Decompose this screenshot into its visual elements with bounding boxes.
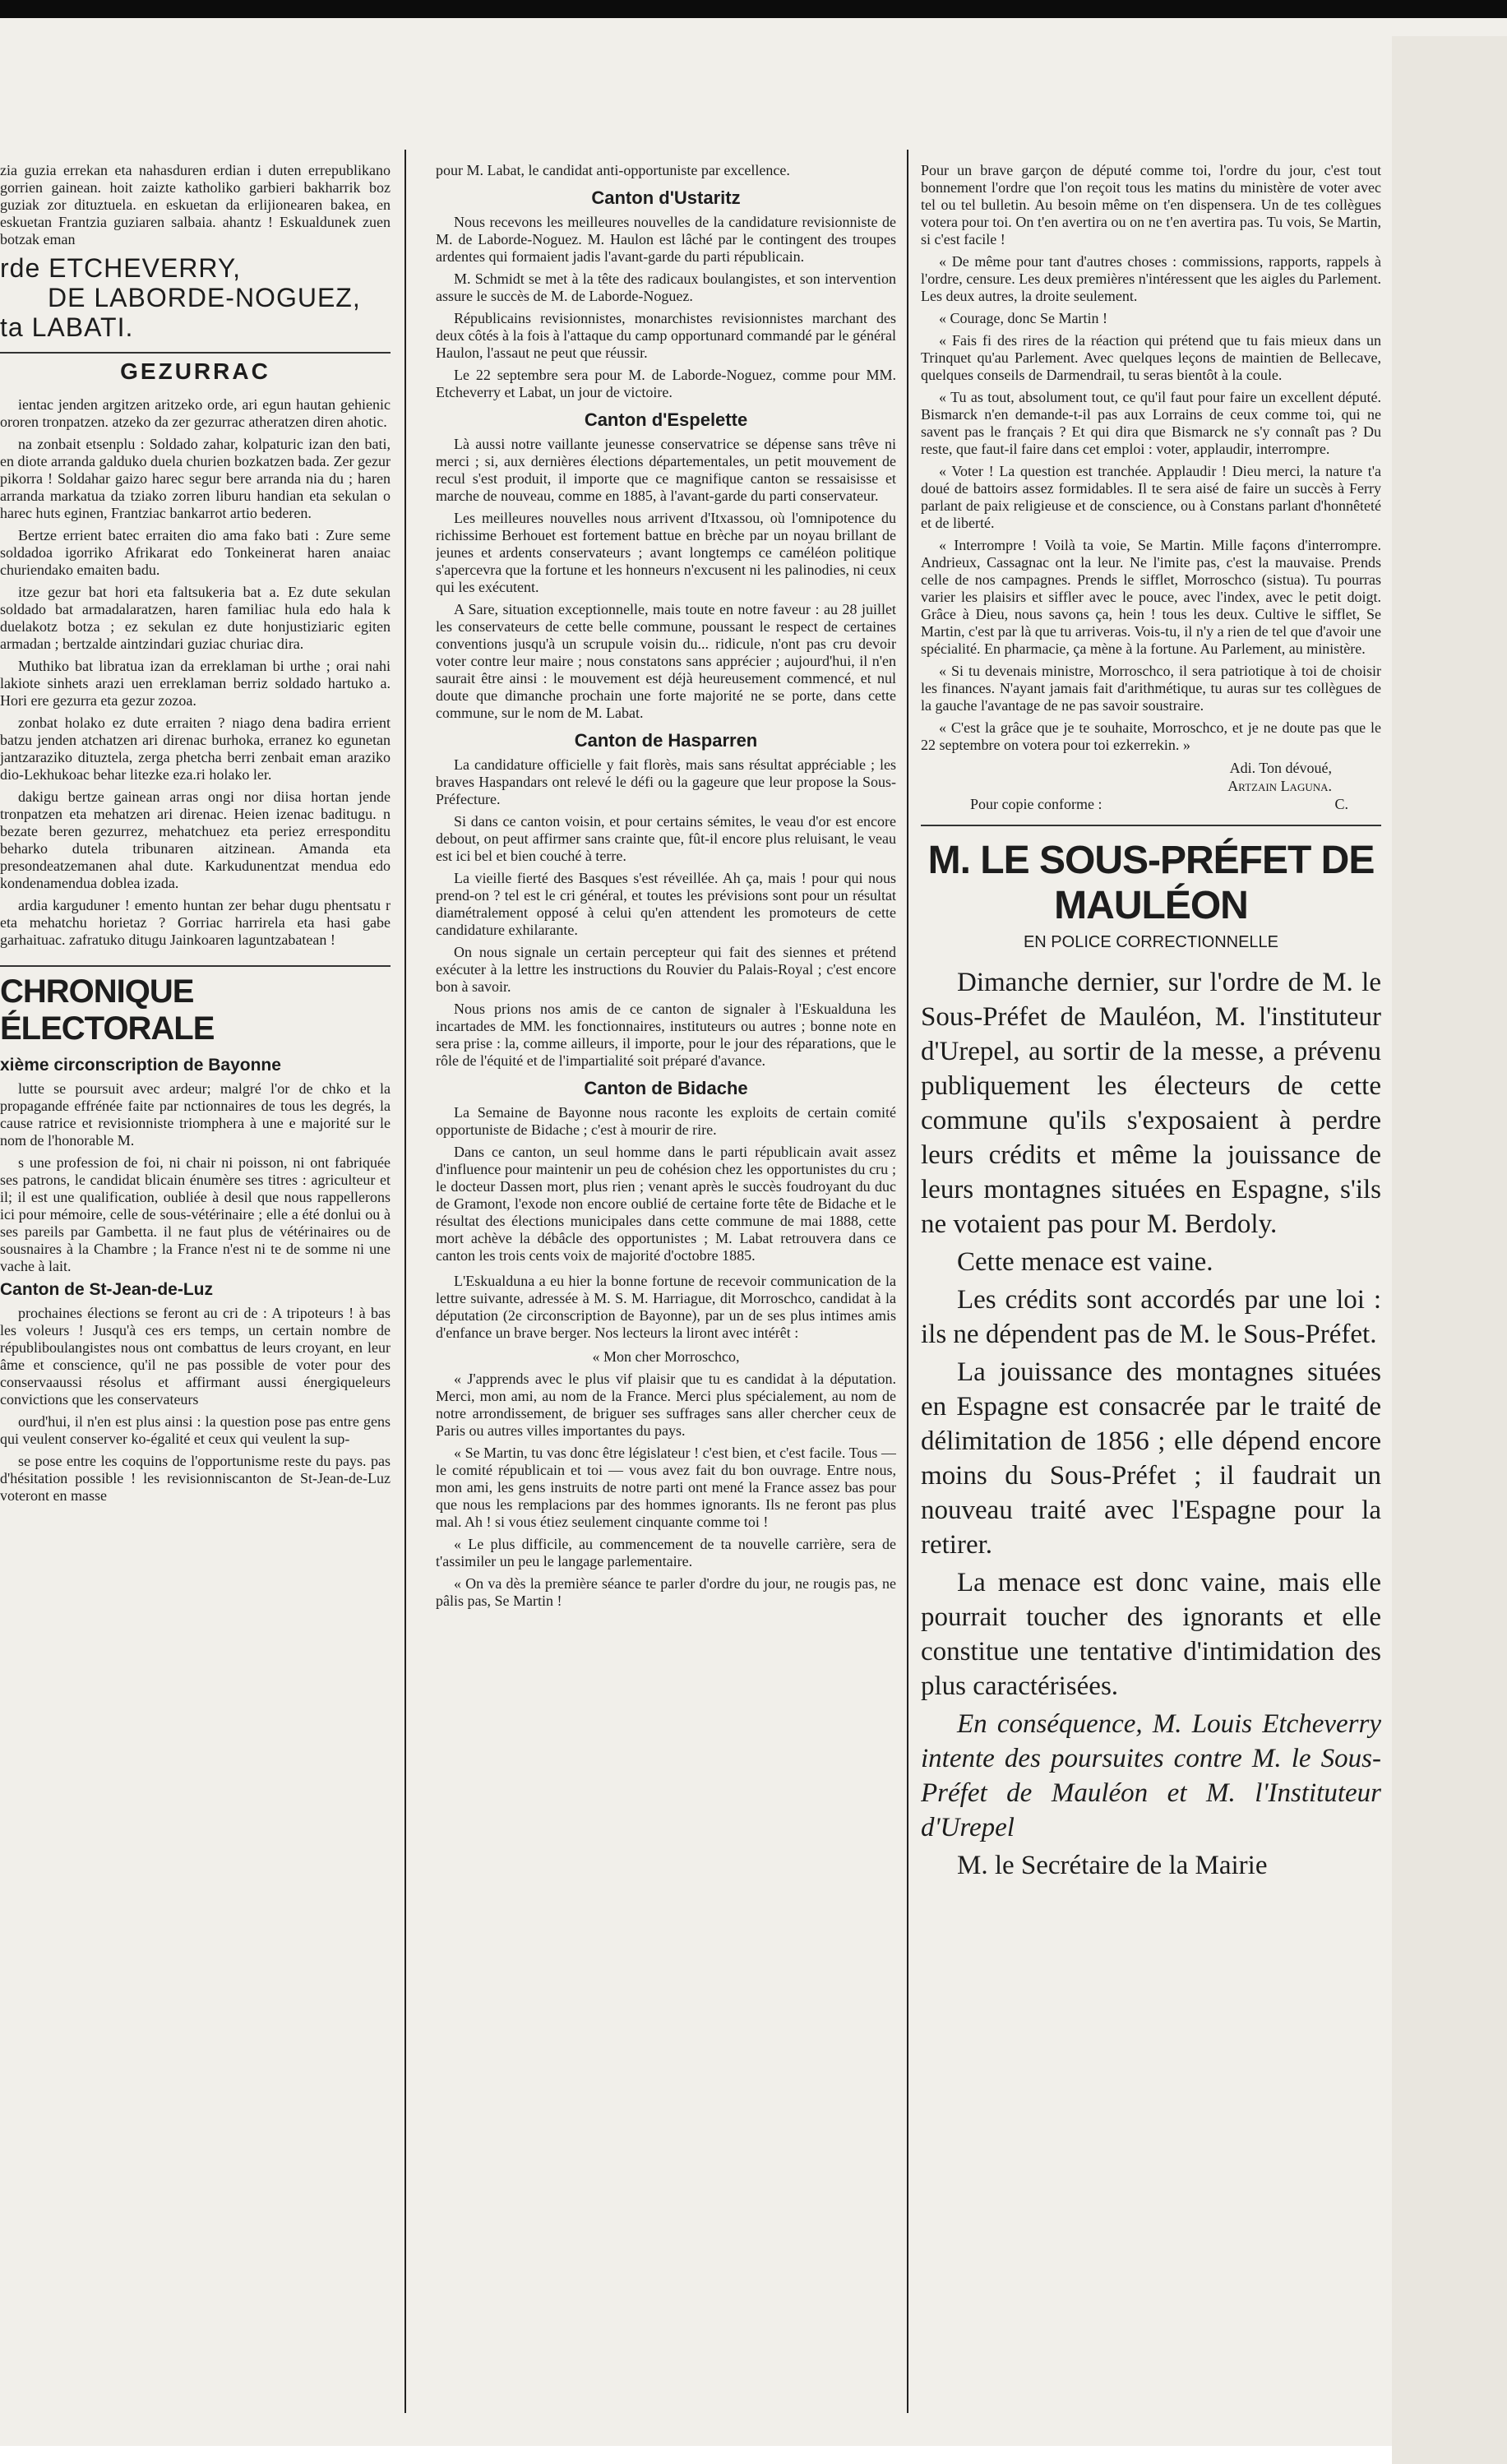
article-paragraph: s une profession de foi, ni chair ni poisson, ni ont fabriquée ses patrons, le candidat blicain énumère ses titres : agriculteur et il; il est une qualification, oubliée à desil que nous rappellerons ici pour mémoire, celle de sous-vétérinaire ; elle a été donlui ou à ses pareils par Gambetta. il ne faut plus de vétérinaires ou de sousnaires à la Chambre ; la France n'est ni te de somme ni une vache à lait. [0, 1154, 391, 1274]
subheading-canton-hasparren: Canton de Hasparren [574, 730, 758, 751]
candidate-prefix: ta [0, 312, 24, 342]
column-rule-1 [404, 150, 406, 2413]
letter-salutation: « Mon cher Morroschco, [592, 1348, 740, 1365]
article-paragraph: Les crédits sont accordés par une loi : ils ne dépendent pas de M. le Sous-Préfet. [921, 1285, 1381, 1349]
subheading-circonscription: xième circonscription de Bayonne [0, 1056, 281, 1075]
copy-conforme-initial: C. [1334, 796, 1348, 812]
article-paragraph: On nous signale un certain percepteur qui fait des siennes et prétend exécuter à la lettre les instructions du Rouvier du Palais-Royal ; c'est encore bon à savoir. [436, 944, 896, 995]
article-paragraph: Nous prions nos amis de ce canton de signaler à l'Eskualduna les incartades de MM. les fonctionnaires, instituteurs ou autres ; bonne note en sera prise : la, comme ailleurs, il importe, pour le jour des réparations, que le rôle de l'équité et de l'impartialité soit préparé d'avance. [436, 1001, 896, 1069]
candidate-labat: LABATI. [31, 312, 134, 342]
article-paragraph: Dans ce canton, un seul homme dans le parti républicain avait assez d'influence pour maintenir un peu de cohésion chez les opportunistes du cru ; le docteur Dassen mort, plus rien ; venant après le succès foudroyant du duc de Gramont, l'exode non encore oublié de certaine forte tête de Bidache et le résultat des élections municipales dans cette commune de mai 1888, cette mort achève la débâcle des opportunistes ; M. Labat retrouvera dans ce canton les trois cents voix de majorité d'octobre 1885. [436, 1144, 896, 1264]
letter-paragraph: « J'apprends avec le plus vif plaisir que tu es candidat à la députation. Merci, mon ami, au nom de la France. Merci plus spécialement, au nom de notre arrondissement, de briguer ses suffrages sans aller chercher ceux de Paris ou autres villes importantes du pays. [436, 1371, 896, 1439]
article-paragraph: Là aussi notre vaillante jeunesse conservatrice se dépense sans trêve ni merci ; si, aux dernières élections départementales, un petit mouvement de recul s'est produit, il importe que ce magnifique canton se ressaisisse et marche de nouveau, comme en 1885, à l'avant-garde du parti conservateur. [436, 436, 896, 504]
section-title-chronique-electorale: CHRONIQUE ÉLECTORALE [0, 965, 391, 1047]
letter-paragraph: « Si tu devenais ministre, Morroschco, il sera patriotique à toi de choisir les finances. N'ayant jamais fait d'arithmétique, tu auras sur tes collègues de la gauche l'avantage de ne pas savoir soustraire. [921, 663, 1381, 714]
headline-sous-prefet: M. LE SOUS-PRÉFET DE MAULÉON [921, 825, 1381, 928]
subheading-canton-ustaritz: Canton d'Ustaritz [591, 187, 741, 208]
letter-paragraph: « Fais fi des rires de la réaction qui prétend que tu fais mieux dans un Trinquet qu'au Parlement. Avec quelques leçons de maintien de Bellecave, quelques conseils de Darmendrail, tu seras bientôt à la coule. [921, 332, 1381, 383]
letter-paragraph: « Voter ! La question est tranchée. Applaudir ! Dieu merci, la nature t'a doué de battoirs assez formidables. Il te sera aisé de faire un succès à Ferry parlant de paix religieuse et de conscience, ou à Constans parlant d'honnêteté et de liberté. [921, 463, 1381, 531]
newspaper-page [0, 18, 1507, 2446]
column-2 [436, 162, 896, 2431]
article-paragraph: lutte se poursuit avec ardeur; malgré l'or de chko et la propagande effrénée faite par nctionnaires de tous les degrés, la cause ratrice et revisionniste triomphera à une e majorité sur le nom de l'honorable M. [0, 1080, 391, 1149]
letter-closing: Adi. Ton dévoué, [1229, 760, 1332, 776]
article-paragraph: Muthiko bat libratua izan da erreklaman bi urthe ; orai nahi lakiote sinhets arazi uen erreklaman berriz soldado hartuko a. Hori ere gezurra eta gezur zozoa. [0, 658, 391, 709]
article-paragraph: A Sare, situation exceptionnelle, mais toute en notre faveur : au 28 juillet les conservateurs de cette belle commune, poussant le respect de certaines conventions jusqu'à un scrupule voisin du... ridicule, n'ont pas cru devoir voter contre leur maire ; nous constatons sans apprécier ; aujourd'hui, il n'en saurait être ainsi : le mouvement est déjà heureusement commencé, et nul doute que dimanche prochain une forte majorité ne se porte, dans cette commune, sur le nom de M. Labat. [436, 601, 896, 721]
article-paragraph: pour M. Labat, le candidat anti-opportuniste par excellence. [436, 162, 790, 178]
letter-paragraph: « Se Martin, tu vas donc être législateur ! c'est bien, et c'est facile. Tous — le comité républicain et toi — vous avez fait du bon ouvrage. Entre nous, mon ami, les gens instruits de notre parti ont mené la France assez bas pour que nous les remplacions par des hommes ignorants. Ils ne feront pas plus mal. Ah ! si vous étiez seulement cinquante comme toi ! [436, 1445, 896, 1530]
article-paragraph: La vieille fierté des Basques s'est réveillée. Ah ça, mais ! pour qui nous prend-on ? tel est le cri général, et toutes les prévisions sont pour un résultat diamétralement opposé à celui qu'en attendent les promoteurs de cette candidature exhilarante. [436, 870, 896, 938]
article-paragraph: La menace est donc vaine, mais elle pourrait toucher des ignorants et elle constitue une tentative d'intimidation des plus caractérisées. [921, 1568, 1381, 1701]
article-paragraph: Le 22 septembre sera pour M. de Laborde-Noguez, comme pour MM. Etcheverry et Labat, un jour de victoire. [436, 367, 896, 400]
article-paragraph: ourd'hui, il n'en est plus ainsi : la question pose pas entre gens qui veulent conserver ko-égalité et ceux qui veulent la sup- [0, 1413, 391, 1447]
letter-paragraph: « On va dès la première séance te parler d'ordre du jour, ne rougis pas, ne pâlis pas, Se Martin ! [436, 1575, 896, 1609]
column-1 [0, 162, 391, 2431]
subheading-canton-espelette: Canton d'Espelette [584, 409, 748, 430]
article-paragraph: dakigu bertze gainean arras ongi nor diisa hortan jende tronpatzen eta mehatzen ari direnac. Heien izenac baditugu. n bezate beren gezurrez, mehatchuez eta periez erresponditu beharko dutela tribunaren aitzinean. Amanda eta presondeatzemanen ahal dute. Karkudunentzat mendua edo kondenamendua doblea izada. [0, 788, 391, 891]
letter-paragraph: « Interrompre ! Voilà ta voie, Se Martin. Mille façons d'interrompre. Andrieux, Cassagnac ont la leur. Ne l'imite pas, c'est la mauvaise. Prends celle de nos campagnes. Prends le sifflet, Morroschco (sistua). Tu pourras varier les plaisirs et siffler avec le pouce, avec l'index, avec le petit doigt. Grâce à Dieu, nous savons ça, hein ! tous les deux. Cultive le sifflet, Se Martin, c'est par là que tu arriveras. Vois-tu, il n'y a rien de tel que d'avoir une spécialité. En pharmacie, ça mène à la fortune. Au Parlement, au ministère. [921, 537, 1381, 657]
letter-paragraph: « Courage, donc Se Martin ! [939, 310, 1107, 326]
article-paragraph: La jouissance des montagnes situées en Espagne est consacrée par le traité de délimitation de 1856 ; elle dépend encore moins du Sous-Préfet ; il faudrait un nouveau traité avec l'Espagne pour la retirer. [921, 1357, 1381, 1560]
letter-paragraph: « De même pour tant d'autres choses : commissions, rapports, rappels à l'ordre, censure. Les deux premières n'intéressent que les aigles du Parlement. Les deux autres, la droite seulement. [921, 253, 1381, 304]
article-paragraph: Si dans ce canton voisin, et pour certains sémites, le veau d'or est encore debout, on peut affirmer sans crainte que, fût-il encore plus reluisant, le veau est ici bel et bien couché à terre. [436, 813, 896, 864]
scanner-top-bar [0, 0, 1507, 18]
section-title-gezurrac: GEZURRAC [0, 352, 391, 385]
candidate-list [0, 253, 391, 342]
article-paragraph: En conséquence, M. Louis Etcheverry intente des poursuites contre M. le Sous-Préfet de Mauléon et M. l'Instituteur d'Urepel [921, 1709, 1381, 1842]
candidate-prefix: rde [0, 253, 41, 283]
candidate-etcheverry: ETCHEVERRY, [49, 253, 242, 283]
article-paragraph: ientac jenden argitzen aritzeko orde, ari egun hautan gehienic ororen tronpatzen. atzeko da zer gezurrac atheratzen diren ahotic. [0, 396, 391, 430]
article-paragraph: Les meilleures nouvelles nous arrivent d'Itxassou, où l'omnipotence du richissime Berhouet est fortement battue en brèche par un noyau brillant de jeunes et ardents conservateurs ; avant longtemps ce caméléon politique s'apercevra que la fortune et les honneurs n'excusent ni les palinodies, ni ceux qui les exécutent. [436, 510, 896, 595]
article-paragraph: Bertze errient batec erraiten dio ama fako bati : Zure seme soldadoa igorriko Afrikarat edo Tonkeinerat haren anaiac churiendako emaiten badu. [0, 527, 391, 578]
column-3 [921, 162, 1381, 2431]
article-paragraph: itze gezur bat hori eta faltsukeria bat a. Ez dute sekulan soldado bat armadalaratzen, haren familiac hula edo hala k duelakotz botza ; ez sekulan ez dute honjustiziaric egiten armadan ; bertzalde aintzindari guziac churiac dira. [0, 584, 391, 652]
subheadline-police-correctionnelle: EN POLICE CORRECTIONNELLE [1023, 933, 1279, 951]
subheading-canton-bidache: Canton de Bidache [584, 1078, 748, 1098]
letter-paragraph: « Le plus difficile, au commencement de ta nouvelle carrière, sera de t'assimiler un peu le langage parlementaire. [436, 1536, 896, 1569]
article-paragraph: M. le Secrétaire de la Mairie [957, 1851, 1268, 1880]
article-paragraph: M. Schmidt se met à la tête des radicaux boulangistes, et son intervention assure le succès de M. de Laborde-Noguez. [436, 270, 896, 304]
article-paragraph: L'Eskualduna a eu hier la bonne fortune de recevoir communication de la lettre suivante, adressée à M. S. M. Harriague, dit Morroschco, candidat à la députation (2e circonscription de Bayonne), par un de ses plus intimes amis d'enfance un brave berger. Nos lecteurs la liront avec intérêt : [436, 1273, 896, 1341]
article-paragraph: prochaines élections se feront au cri de : A tripoteurs ! à bas les voleurs ! Jusqu'à ces ers temps, un certain nombre de républiboulangistes nous ont combattus de leurs croyant, en leur âme et conscience, qu'il ne pas possible de voter pour des conservaaussi résolus et affirmant aussi énergiqueleurs convictions que les conservateurs [0, 1305, 391, 1408]
letter-paragraph: Pour un brave garçon de député comme toi, l'ordre du jour, c'est tout bonnement l'ordre que l'on reçoit tous les matins du ministère de voter avec tel ou tel bulletin. Au besoin même on t'en dispensera. Un de tes collègues votera pour toi. On t'en avertira ou on ne t'en avertira pas. Tu vois, Se Martin, si c'est facile ! [921, 162, 1381, 247]
article-paragraph: zonbat holako ez dute erraiten ? niago dena badira errient batzu jenden atchatzen ari direnac burhoka, erranez ko egunetan jantzaraziko dituztela, zerga phetcha berri zenbait eman araziko dio-Lekhukoac behar litezke eza.ri holako ler. [0, 714, 391, 783]
letter-paragraph: « C'est la grâce que je te souhaite, Morroschco, et je ne doute pas que le 22 septembre on votera pour toi ezkerrekin. » [921, 719, 1381, 753]
copy-conforme-label: Pour copie conforme : [970, 796, 1103, 812]
article-paragraph: Nous recevons les meilleures nouvelles de la candidature revisionniste de M. de Laborde-Noguez. M. Haulon est lâché par le contingent des troupes ardentes qui formaient jadis l'avant-garde du parti républicain. [436, 214, 896, 265]
candidate-laborde-noguez: DE LABORDE-NOGUEZ, [48, 283, 361, 312]
article-paragraph: se pose entre les coquins de l'opportunisme reste du pays. pas d'hésitation possible ! les revisionniscanton de St-Jean-de-Luz voteront en masse [0, 1453, 391, 1504]
article-paragraph: Cette menace est vaine. [957, 1247, 1213, 1277]
article-paragraph: Républicains revisionnistes, monarchistes revisionnistes marchant des deux côtés à la fois à l'attaque du camp opportunard commandé par le général Haulon, l'assaut ne peut que réussir. [436, 310, 896, 361]
basque-paragraph: zia guzia errekan eta nahasduren erdian i duten errepublikano gorrien gainean. hoit zaizte katholiko garbieri bakharrik boz guziak zor dituztuela. en eskuetan da erlijionearen bakea, en eskuetan Frantzia guziaren salbaia. ahantz ! Eskualdunek zuen botzak eman [0, 162, 391, 247]
article-paragraph: na zonbait etsenplu : Soldado zahar, kolpaturic izan den bati, en diote arranda galduko duela churien bozkatzen bada. Zer gezur pikorra ! Soldahar gaizo harec segur bere arranda nia du ; haren arranda markatua da tziako zorren liburu handian eta sekulan o harec huts eginen, Frantziac bankarrot artio bederen. [0, 436, 391, 521]
article-paragraph: La candidature officielle y fait florès, mais sans résultat appréciable ; les braves Haspandars ont relevé le défi ou la gageure que leur propose la Sous-Préfecture. [436, 756, 896, 807]
column-rule-2 [907, 150, 908, 2413]
article-paragraph: ardia karguduner ! emento huntan zer behar dugu phentsatu r eta mehatchu horietaz ? Gorriac harrirela eta hasi gabe garhaituac. zafratuko ditugu Jainkoaren laguntzabatean ! [0, 897, 391, 948]
subheading-canton-st-jean-de-luz: Canton de St-Jean-de-Luz [0, 1280, 214, 1299]
page-margin-shadow [1392, 36, 1507, 2464]
letter-signature: Artzain Laguna. [1227, 778, 1332, 794]
article-paragraph: La Semaine de Bayonne nous raconte les exploits de certain comité opportuniste de Bidache ; c'est à mourir de rire. [436, 1104, 896, 1138]
letter-paragraph: « Tu as tout, absolument tout, ce qu'il faut pour faire un excellent député. Bismarck n'en demande-t-il pas aux Lorrains de ceux comme toi, qui ne savent pas le français ? Et qui dira que Bismarck ne s'y connaît pas ? Du reste, que faut-il faire dans cet emploi : voter, applaudir, interrompre. [921, 389, 1381, 457]
article-paragraph: Dimanche dernier, sur l'ordre de M. le Sous-Préfet de Mauléon, M. l'instituteur d'Urepel, au sortir de la messe, a prévenu publiquement les électeurs de cette commune qu'ils s'exposaient à perdre leurs crédits et même la jouissance de leurs montagnes situées en Espagne, s'ils ne votaient pas pour M. Berdoly. [921, 968, 1381, 1239]
